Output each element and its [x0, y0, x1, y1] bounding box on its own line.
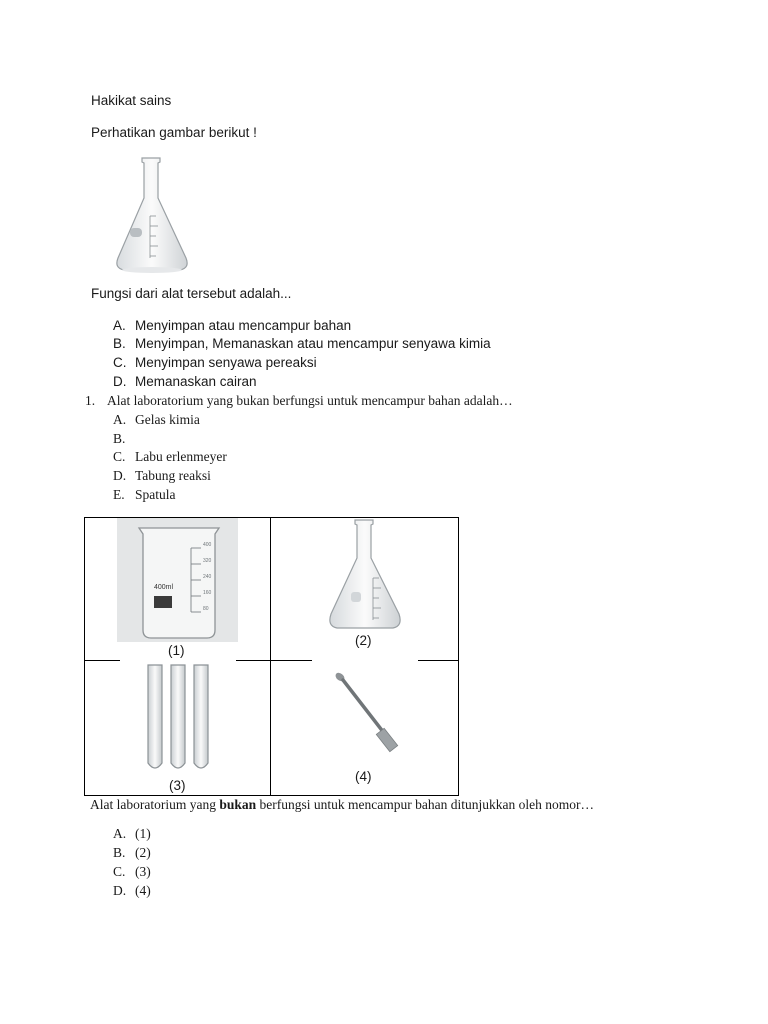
question-prompt: Perhatikan gambar berikut ! [91, 125, 257, 140]
q2-option-d[interactable] [113, 883, 151, 899]
option-text: Memanaskan cairan [135, 374, 257, 389]
option-letter: C. [113, 355, 127, 370]
beaker-tick-label: 160 [203, 590, 212, 596]
spatula-image [328, 665, 408, 765]
option-text: (1) [135, 826, 151, 841]
question-2-pre: Alat laboratorium yang [90, 797, 220, 812]
erlenmeyer-flask-image [104, 154, 200, 276]
figure-label-4: (4) [355, 769, 372, 784]
question-2-bold: bukan [219, 797, 257, 812]
question-number: 1. [85, 393, 96, 408]
option-letter: E. [113, 487, 125, 502]
option-text: Gelas kimia [135, 412, 200, 427]
option-a[interactable] [113, 318, 351, 333]
table-divider-vertical [270, 517, 271, 796]
table-border-bottom [84, 795, 459, 796]
option-letter: A. [113, 412, 127, 427]
option-text: Menyimpan, Memanaskan atau mencampur senyawa kimia [135, 336, 491, 351]
section-title: Hakikat sains [91, 93, 172, 108]
option-text: Menyimpan atau mencampur bahan [135, 318, 352, 333]
table-divider-horizontal [84, 660, 120, 661]
option-c[interactable] [113, 355, 317, 370]
option-text: (4) [135, 883, 151, 898]
q2-option-a[interactable] [113, 826, 151, 842]
option-text: Tabung reaksi [135, 468, 211, 483]
table-border-right [458, 517, 459, 796]
option-text: (2) [135, 845, 151, 860]
beaker-volume-label: 400ml [154, 584, 174, 591]
option-letter: C. [113, 449, 126, 464]
option-d[interactable] [113, 374, 257, 389]
q1-option-e[interactable] [113, 487, 176, 503]
beaker-tick-label: 240 [203, 574, 212, 580]
option-text: Menyimpan senyawa pereaksi [135, 355, 317, 370]
table-divider-horizontal [236, 660, 312, 661]
option-letter: B. [113, 431, 126, 446]
option-letter: D. [113, 883, 127, 898]
q2-option-b[interactable] [113, 845, 151, 861]
option-letter: A. [113, 826, 127, 841]
q1-option-d[interactable] [113, 468, 211, 484]
beaker-tick-label: 400 [203, 542, 212, 548]
question-1-text: Alat laboratorium yang bukan berfungsi untuk mencampur bahan adalah… [107, 393, 513, 408]
question-text: Fungsi dari alat tersebut adalah... [91, 286, 292, 301]
option-letter: B. [113, 336, 126, 351]
question-2-text [90, 797, 594, 813]
q1-option-b[interactable] [113, 431, 135, 447]
beaker-image [117, 518, 238, 642]
figure-label-3: (3) [169, 778, 186, 793]
beaker-tick-label: 80 [203, 606, 209, 612]
question-1 [85, 393, 513, 409]
option-letter: C. [113, 864, 126, 879]
erlenmeyer-flask-image [315, 518, 415, 632]
table-divider-horizontal [418, 660, 459, 661]
q2-option-c[interactable] [113, 864, 151, 880]
table-border-left [84, 517, 85, 796]
beaker-tick-label: 320 [203, 558, 212, 564]
option-text: Spatula [135, 487, 176, 502]
figure-label-2: (2) [355, 633, 372, 648]
question-2-post: berfungsi untuk mencampur bahan ditunjukkan oleh nomor… [256, 797, 594, 812]
q1-option-c[interactable] [113, 449, 227, 465]
test-tubes-image [138, 663, 218, 775]
option-text: (3) [135, 864, 151, 879]
q1-option-a[interactable] [113, 412, 200, 428]
option-text: Labu erlenmeyer [135, 449, 227, 464]
option-letter: A. [113, 318, 126, 333]
option-letter: D. [113, 468, 127, 483]
option-b[interactable] [113, 336, 491, 351]
option-letter: B. [113, 845, 126, 860]
figure-label-1: (1) [168, 643, 185, 658]
option-letter: D. [113, 374, 127, 389]
